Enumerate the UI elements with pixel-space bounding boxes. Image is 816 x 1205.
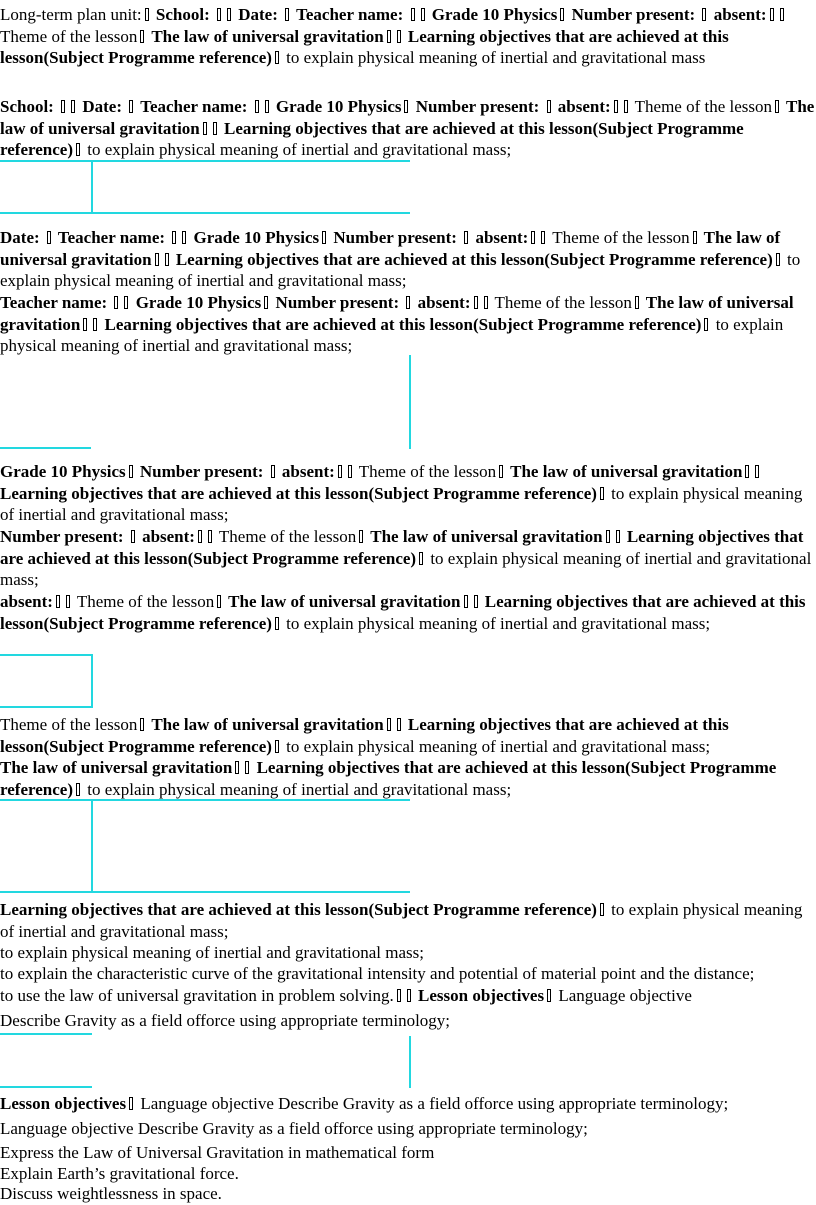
bold-text: Learning objectives that are achieved at this lesson(Subject Programme reference) — [0, 26, 729, 67]
table-border-line — [0, 212, 410, 214]
missing-glyph-icon — [265, 100, 269, 113]
missing-glyph-icon — [614, 100, 618, 113]
text: to explain physical meaning of inertial and gravitational mass; — [82, 140, 512, 159]
text: Language objective Describe Gravity as a field offorce using appropriate terminology; — [0, 1119, 588, 1138]
document-paragraph — [0, 591, 816, 634]
missing-glyph-icon — [780, 8, 784, 21]
missing-glyph-icon — [140, 718, 144, 731]
table-border-line — [91, 799, 93, 893]
missing-glyph-icon — [172, 231, 176, 244]
bold-text: The law of universal gravitation — [147, 26, 384, 46]
bold-text: Grade 10 Physics — [0, 462, 126, 481]
bold-text: Teacher name: — [292, 5, 408, 24]
missing-glyph-icon — [464, 231, 468, 244]
missing-glyph-icon — [419, 552, 423, 565]
missing-glyph-icon — [474, 296, 478, 309]
missing-glyph-icon — [547, 989, 551, 1002]
bold-text: Number present: — [271, 293, 404, 312]
document-paragraph — [0, 1010, 816, 1032]
table-border-line — [0, 160, 410, 162]
table-border-line — [0, 447, 91, 449]
missing-glyph-icon — [264, 296, 268, 309]
missing-glyph-icon — [499, 465, 503, 478]
table-border-line — [0, 654, 92, 656]
text: to explain physical meaning of inertial and gravitational mass; — [0, 249, 801, 290]
bold-text: Teacher name: — [136, 97, 252, 116]
table-border-line — [0, 706, 92, 708]
missing-glyph-icon — [56, 595, 60, 608]
bold-text: Learning objectives that are achieved at this lesson(Subject Programme reference) — [100, 314, 702, 334]
missing-glyph-icon — [235, 761, 239, 774]
table-border-line — [0, 1033, 92, 1035]
missing-glyph-icon — [275, 617, 279, 630]
missing-glyph-icon — [275, 740, 279, 753]
table-border-line — [91, 160, 93, 214]
text: to explain physical meaning of inertial and gravitational mass — [281, 48, 706, 67]
bold-text: The law of universal gravitation — [0, 228, 781, 269]
text: to explain physical meaning of inertial and gravitational mass; — [82, 779, 512, 799]
missing-glyph-icon — [600, 487, 604, 500]
bold-text: Learning objectives that are achieved at this lesson(Subject Programme reference) — [0, 900, 597, 919]
missing-glyph-icon — [421, 8, 425, 21]
missing-glyph-icon — [245, 761, 249, 774]
bold-text: absent: — [0, 592, 53, 611]
bold-text: absent: — [471, 228, 529, 247]
missing-glyph-icon — [114, 296, 118, 309]
table-border-line — [0, 1086, 92, 1088]
document-paragraph — [0, 942, 816, 964]
missing-glyph-icon — [338, 465, 342, 478]
bold-text: Learning objectives that are achieved at this lesson(Subject Programme reference) — [0, 592, 806, 633]
bold-text: The law of universal gravitation — [366, 527, 603, 546]
document-paragraph — [0, 757, 816, 800]
missing-glyph-icon — [203, 122, 207, 135]
document-paragraph — [0, 1093, 816, 1115]
bold-text: Grade 10 Physics — [131, 293, 262, 312]
bold-text: absent: — [277, 462, 335, 481]
text: to explain physical meaning of inertial and gravitational mass; — [281, 613, 711, 633]
table-border-line — [409, 355, 411, 449]
missing-glyph-icon — [397, 30, 401, 43]
bold-text: Grade 10 Physics — [271, 97, 402, 116]
bold-text: Number present: — [411, 97, 544, 116]
missing-glyph-icon — [397, 989, 401, 1002]
bold-text: Number present: — [0, 527, 128, 546]
table-border-line — [0, 799, 410, 801]
missing-glyph-icon — [71, 100, 75, 113]
document-paragraph — [0, 526, 816, 591]
missing-glyph-icon — [83, 318, 87, 331]
text: to use the law of universal gravitation in problem solving. — [0, 986, 394, 1005]
missing-glyph-icon — [322, 231, 326, 244]
text: Express the Law of Universal Gravitation in mathematical form — [0, 1143, 435, 1162]
missing-glyph-icon — [275, 51, 279, 64]
bold-text: Learning objectives that are achieved at this lesson(Subject Programme reference) — [0, 758, 777, 799]
text: Theme of the lesson — [0, 715, 138, 734]
missing-glyph-icon — [635, 296, 639, 309]
missing-glyph-icon — [745, 465, 749, 478]
bold-text: Teacher name: — [0, 293, 112, 312]
missing-glyph-icon — [93, 318, 97, 331]
text: Theme of the lesson — [490, 293, 632, 312]
bold-text: Lesson objectives — [0, 1094, 127, 1113]
missing-glyph-icon — [155, 253, 159, 266]
text: Explain Earth’s gravitational force. — [0, 1164, 239, 1183]
missing-glyph-icon — [775, 100, 779, 113]
missing-glyph-icon — [464, 595, 468, 608]
missing-glyph-icon — [129, 100, 133, 113]
text: Language objective Describe Gravity as a field offorce using appropriate terminology; — [136, 1094, 729, 1113]
missing-glyph-icon — [755, 465, 759, 478]
missing-glyph-icon — [285, 8, 289, 21]
bold-text: Number present: — [135, 462, 268, 481]
missing-glyph-icon — [541, 231, 545, 244]
bold-text: absent: — [137, 527, 195, 546]
text: to explain physical meaning of inertial and gravitational mass; — [0, 314, 784, 355]
text: Theme of the lesson — [548, 228, 690, 247]
missing-glyph-icon — [255, 100, 259, 113]
text: Theme of the lesson — [354, 462, 497, 481]
document-paragraph — [0, 899, 816, 942]
missing-glyph-icon — [411, 8, 415, 21]
text: Describe Gravity as a field offorce using appropriate terminology; — [0, 1011, 451, 1030]
table-border-line — [91, 654, 93, 708]
document-paragraph — [0, 1142, 816, 1164]
bold-text: The law of universal gravitation — [147, 715, 384, 734]
bold-text: The law of universal gravitation — [0, 97, 815, 138]
missing-glyph-icon — [474, 595, 478, 608]
bold-text: Number present: — [329, 228, 462, 247]
document-paragraph — [0, 461, 816, 526]
missing-glyph-icon — [407, 989, 411, 1002]
text: Language objective — [554, 986, 692, 1005]
document-paragraph — [0, 4, 816, 69]
missing-glyph-icon — [404, 100, 408, 113]
missing-glyph-icon — [547, 100, 551, 113]
bold-text: Learning objectives that are achieved at this lesson(Subject Programme reference) — [171, 249, 773, 269]
bold-text: Date: — [0, 228, 44, 247]
missing-glyph-icon — [693, 231, 697, 244]
bold-text: Date: — [233, 5, 283, 24]
missing-glyph-icon — [560, 8, 564, 21]
missing-glyph-icon — [129, 1097, 133, 1110]
bold-text: School: — [151, 5, 214, 24]
text: to explain physical meaning of inertial and gravitational mass; — [281, 736, 711, 756]
missing-glyph-icon — [66, 595, 70, 608]
text: Long-term plan unit: — [0, 5, 142, 24]
bold-text: Date: — [78, 97, 127, 116]
missing-glyph-icon — [770, 8, 774, 21]
bold-text: Learning objectives that are achieved at this lesson(Subject Programme reference) — [0, 118, 744, 159]
missing-glyph-icon — [227, 8, 231, 21]
missing-glyph-icon — [61, 100, 65, 113]
missing-glyph-icon — [140, 30, 144, 43]
bold-text: Grade 10 Physics — [427, 5, 558, 24]
missing-glyph-icon — [484, 296, 488, 309]
document-paragraph — [0, 1163, 816, 1185]
bold-text: Number present: — [567, 5, 700, 24]
bold-text: absent: — [413, 293, 471, 312]
missing-glyph-icon — [387, 718, 391, 731]
document-paragraph — [0, 714, 816, 757]
missing-glyph-icon — [271, 465, 275, 478]
bold-text: The law of universal gravitation — [0, 293, 794, 334]
text: Theme of the lesson — [214, 527, 357, 546]
missing-glyph-icon — [182, 231, 186, 244]
table-border-line — [0, 891, 410, 893]
missing-glyph-icon — [76, 783, 80, 796]
missing-glyph-icon — [776, 253, 780, 266]
missing-glyph-icon — [217, 8, 221, 21]
missing-glyph-icon — [600, 903, 604, 916]
bold-text: Lesson objectives — [413, 986, 545, 1005]
missing-glyph-icon — [129, 465, 133, 478]
document-paragraph — [0, 1183, 816, 1205]
missing-glyph-icon — [165, 253, 169, 266]
bold-text: The law of universal gravitation — [0, 758, 233, 777]
missing-glyph-icon — [606, 530, 610, 543]
bold-text: Learning objectives that are achieved at this lesson(Subject Programme reference) — [0, 715, 729, 756]
table-border-line — [409, 1036, 411, 1088]
missing-glyph-icon — [704, 318, 708, 331]
missing-glyph-icon — [217, 595, 221, 608]
missing-glyph-icon — [387, 30, 391, 43]
missing-glyph-icon — [616, 530, 620, 543]
missing-glyph-icon — [124, 296, 128, 309]
missing-glyph-icon — [531, 231, 535, 244]
text: to explain physical meaning of inertial and gravitational mass; — [0, 943, 424, 962]
missing-glyph-icon — [624, 100, 628, 113]
document-paragraph — [0, 985, 816, 1007]
text: to explain the characteristic curve of the gravitational intensity and potential of material point and the distance; — [0, 964, 755, 983]
document-paragraph — [0, 292, 816, 357]
bold-text: absent: — [553, 97, 611, 116]
missing-glyph-icon — [406, 296, 410, 309]
missing-glyph-icon — [208, 530, 212, 543]
bold-text: Grade 10 Physics — [189, 228, 320, 247]
document-paragraph — [0, 96, 816, 161]
text: Theme of the lesson — [630, 97, 773, 116]
bold-text: absent: — [709, 5, 767, 24]
missing-glyph-icon — [76, 143, 80, 156]
missing-glyph-icon — [702, 8, 706, 21]
bold-text: Learning objectives that are achieved at this lesson(Subject Programme reference) — [0, 483, 597, 503]
document-paragraph — [0, 1118, 816, 1140]
missing-glyph-icon — [397, 718, 401, 731]
text: Theme of the lesson — [0, 26, 138, 46]
missing-glyph-icon — [145, 8, 149, 21]
text: Discuss weightlessness in space. — [0, 1184, 222, 1203]
document-paragraph — [0, 963, 816, 985]
text: to explain physical meaning of inertial and gravitational mass; — [0, 548, 812, 589]
missing-glyph-icon — [348, 465, 352, 478]
text: to explain physical meaning of inertial and gravitational mass; — [0, 483, 803, 524]
missing-glyph-icon — [359, 530, 363, 543]
document-paragraph — [0, 227, 816, 292]
text: to explain physical meaning of inertial and gravitational mass; — [0, 900, 803, 941]
text: Theme of the lesson — [72, 592, 215, 611]
bold-text: The law of universal gravitation — [224, 592, 461, 611]
missing-glyph-icon — [131, 530, 135, 543]
bold-text: Learning objectives that are achieved at this lesson(Subject Programme reference) — [0, 527, 804, 568]
bold-text: The law of universal gravitation — [506, 462, 743, 481]
bold-text: Teacher name: — [53, 228, 170, 247]
missing-glyph-icon — [198, 530, 202, 543]
missing-glyph-icon — [213, 122, 217, 135]
missing-glyph-icon — [47, 231, 51, 244]
bold-text: School: — [0, 97, 59, 116]
